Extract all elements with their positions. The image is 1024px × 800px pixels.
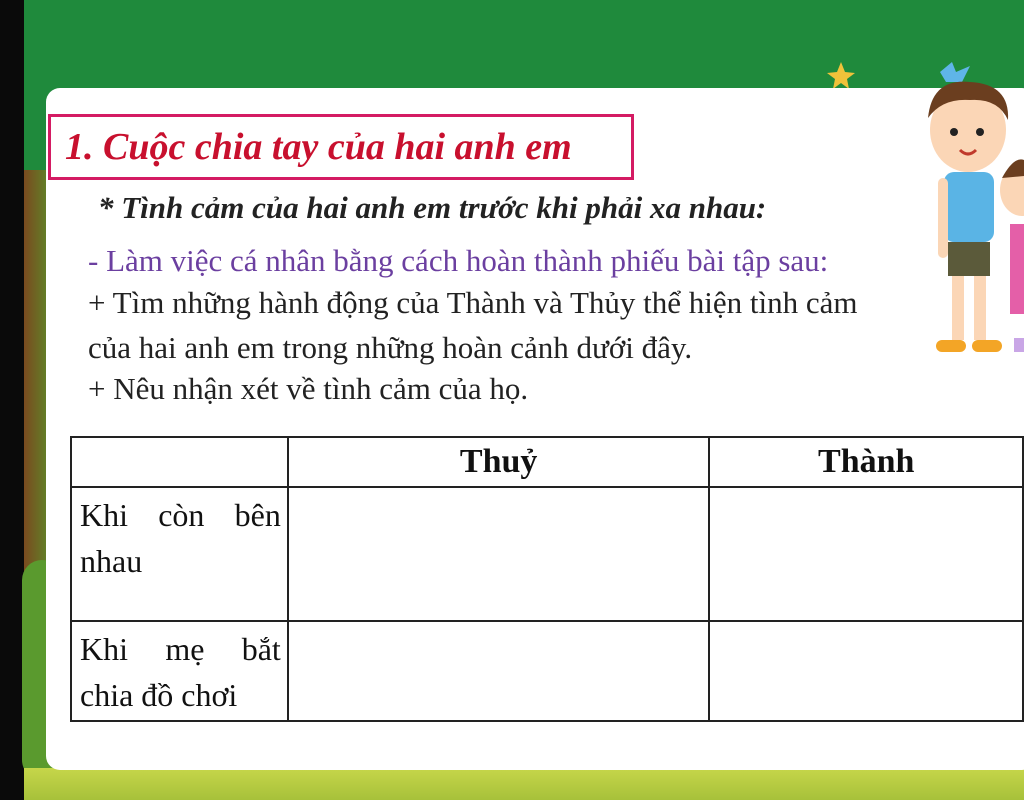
table-row	[71, 621, 1023, 721]
instruction-line-4: + Nêu nhận xét về tình cảm của họ.	[88, 371, 529, 406]
answer-cell-thanh[interactable]	[709, 621, 1023, 721]
kids-illustration-icon	[918, 58, 1024, 368]
instruction-line-2: + Tìm những hành động của Thành và Thủy thể hiện tình cảm	[88, 285, 858, 320]
row-label: Khi mẹ bắt chia đồ chơi	[71, 621, 288, 721]
header-thuy: Thuỷ	[288, 437, 710, 487]
table-header-row	[71, 437, 1023, 487]
title-box	[48, 114, 634, 180]
answer-cell-thanh[interactable]	[709, 487, 1023, 621]
instruction-line-3: của hai anh em trong những hoàn cảnh dưới đây.	[88, 330, 693, 365]
star-decoration	[826, 60, 856, 90]
worksheet-table	[70, 436, 1024, 722]
answer-cell-thuy[interactable]	[288, 621, 710, 721]
table-row	[71, 487, 1023, 621]
page-title: 1. Cuộc chia tay của hai anh em	[65, 126, 572, 168]
left-black-bar	[0, 0, 24, 800]
row-label: Khi còn bên nhau	[71, 487, 288, 621]
header-empty-cell	[71, 437, 288, 487]
header-thanh: Thành	[709, 437, 1023, 487]
instruction-line-1: - Làm việc cá nhân bằng cách hoàn thành phiếu bài tập sau:	[88, 243, 829, 278]
grass-strip	[24, 768, 1024, 800]
section-subtitle: * Tình cảm của hai anh em trước khi phải xa nhau:	[98, 190, 767, 225]
answer-cell-thuy[interactable]	[288, 487, 710, 621]
